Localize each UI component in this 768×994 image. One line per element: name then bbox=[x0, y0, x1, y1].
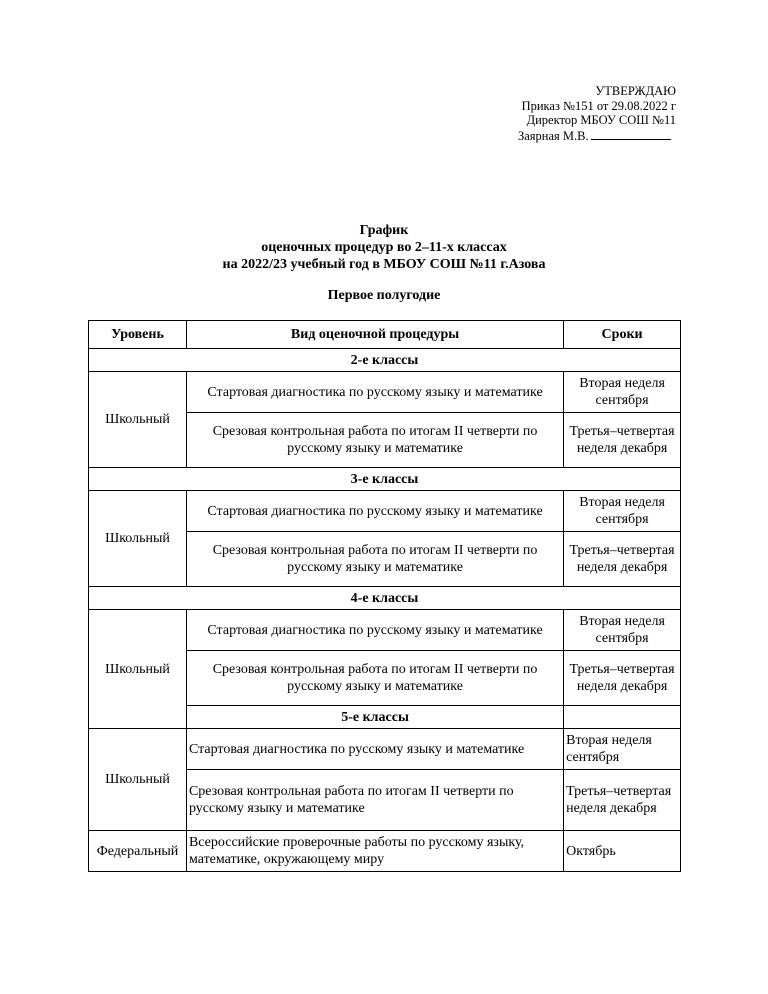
approval-signer: Заярная М.В. bbox=[518, 128, 589, 143]
table-row bbox=[89, 610, 681, 651]
section-row bbox=[89, 587, 681, 610]
level-cell: Школьный bbox=[89, 610, 187, 729]
term-cell: Вторая неделя сентября bbox=[564, 372, 681, 413]
title-line-2: оценочных процедур во 2–11-х классах bbox=[261, 240, 507, 255]
procedure-cell: Стартовая диагностика по русскому языку и математике bbox=[186, 729, 563, 770]
section-row bbox=[89, 349, 681, 372]
term-cell: Третья–четвертая неделя декабря bbox=[564, 532, 681, 587]
term-cell: Третья–четвертая неделя декабря bbox=[564, 413, 681, 468]
header-procedure: Вид оценочной процедуры bbox=[186, 321, 563, 349]
procedure-cell: Срезовая контрольная работа по итогам II четверти по русскому языку и математике bbox=[186, 770, 563, 831]
schedule-table bbox=[88, 320, 681, 872]
period-heading: Первое полугодие bbox=[327, 288, 441, 303]
level-cell: Федеральный bbox=[89, 831, 187, 872]
table-row bbox=[89, 491, 681, 532]
table-row bbox=[89, 831, 681, 872]
section-title: 4-е классы bbox=[89, 587, 681, 610]
term-cell: Третья–четвертая неделя декабря bbox=[564, 770, 681, 831]
approval-order: Приказ №151 от 29.08.2022 г bbox=[521, 98, 676, 113]
procedure-cell: Срезовая контрольная работа по итогам II четверти по русскому языку и математике bbox=[186, 651, 563, 706]
approval-heading: УТВЕРЖДАЮ bbox=[595, 84, 676, 98]
procedure-cell: Стартовая диагностика по русскому языку и математике bbox=[186, 610, 563, 651]
term-cell: Третья–четвертая неделя декабря bbox=[564, 651, 681, 706]
table-header-row bbox=[89, 321, 681, 349]
term-cell: Вторая неделя сентября bbox=[564, 729, 681, 770]
section-title: 3-е классы bbox=[89, 468, 681, 491]
header-term: Сроки bbox=[564, 321, 681, 349]
procedure-cell: Срезовая контрольная работа по итогам II четверти по русскому языку и математике bbox=[186, 532, 563, 587]
approval-signature bbox=[500, 128, 676, 144]
level-cell: Школьный bbox=[89, 729, 187, 831]
title-line-1: График bbox=[359, 223, 409, 238]
procedure-cell: Стартовая диагностика по русскому языку и математике bbox=[186, 372, 563, 413]
level-cell: Школьный bbox=[89, 491, 187, 587]
term-cell: Октябрь bbox=[564, 831, 681, 872]
procedure-cell: Всероссийские проверочные работы по русскому языку, математике, окружающему миру bbox=[186, 831, 563, 872]
procedure-cell: Срезовая контрольная работа по итогам II четверти по русскому языку и математике bbox=[186, 413, 563, 468]
approval-position: Директор МБОУ СОШ №11 bbox=[526, 113, 676, 127]
approval-block bbox=[500, 84, 676, 143]
table-row bbox=[89, 372, 681, 413]
procedure-cell: Стартовая диагностика по русскому языку и математике bbox=[186, 491, 563, 532]
header-level: Уровень bbox=[89, 321, 187, 349]
section-row bbox=[89, 468, 681, 491]
level-cell: Школьный bbox=[89, 372, 187, 468]
document-title bbox=[0, 222, 768, 273]
section-title: 2-е классы bbox=[89, 349, 681, 372]
title-line-3: на 2022/23 учебный год в МБОУ СОШ №11 г.Азова bbox=[222, 257, 546, 272]
signature-line bbox=[591, 128, 671, 140]
table-row bbox=[89, 729, 681, 770]
section-title: 5-е классы bbox=[186, 706, 563, 729]
term-cell: Вторая неделя сентября bbox=[564, 491, 681, 532]
empty-cell bbox=[564, 706, 681, 729]
term-cell: Вторая неделя сентября bbox=[564, 610, 681, 651]
